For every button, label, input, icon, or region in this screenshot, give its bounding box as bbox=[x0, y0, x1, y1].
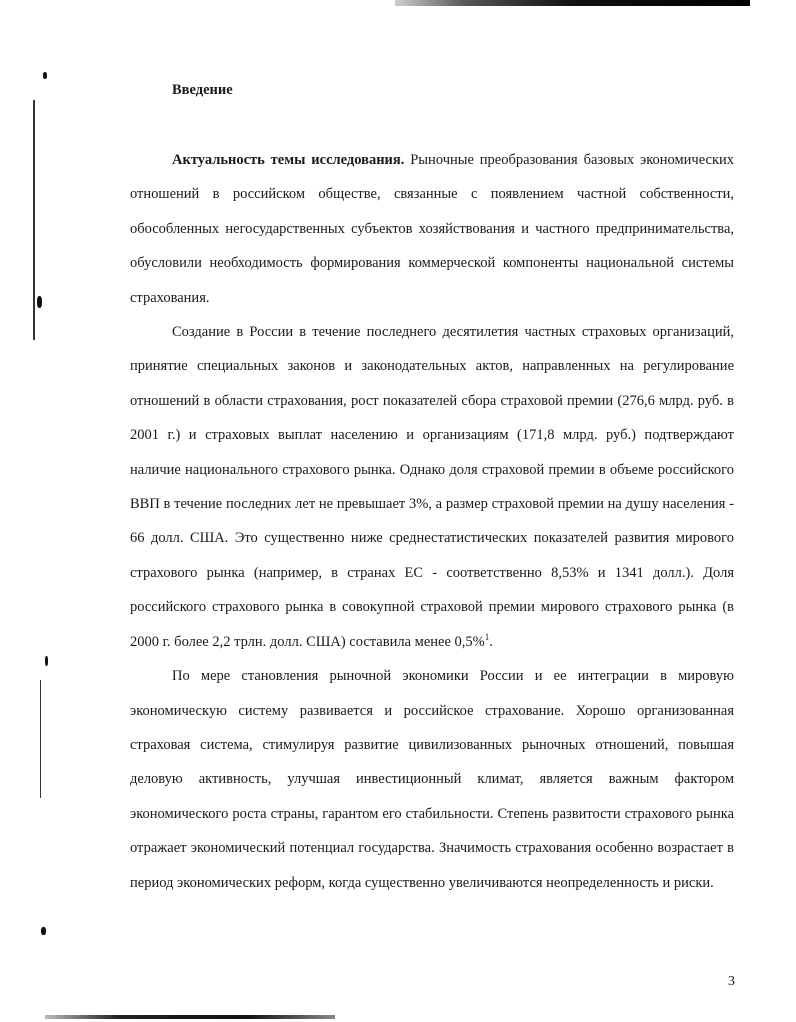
paragraph-relevance bbox=[130, 143, 734, 315]
footnote-ref: 1 bbox=[484, 631, 490, 642]
margin-rule-lower bbox=[40, 680, 41, 798]
margin-rule-upper bbox=[33, 100, 35, 340]
scan-speck-3 bbox=[45, 656, 48, 666]
scan-speck-4 bbox=[41, 927, 46, 935]
page-heading: Введение bbox=[172, 82, 233, 98]
body-text bbox=[130, 143, 734, 900]
page-number: 3 bbox=[728, 974, 735, 989]
paragraph-text: Рыночные преобразования базовых экономических отношений в российском обществе, связанные с появлением частной собственности, обособленных негосударственных субъектов хозяйствования и частного предпринимательства, обусловили необходимость формирования коммерческой компоненты национальной системы страхования. bbox=[130, 152, 734, 306]
scan-edge-bottom bbox=[45, 1015, 335, 1019]
paragraph-end: . bbox=[489, 633, 493, 650]
paragraph-text: Создание в России в течение последнего десятилетия частных страховых организаций, принятие специальных законов и законодательных актов, направленных на регулирование отношений в области страхования, рост показателей сбора страховой премии (276,6 млрд. руб. в 2001 г.) и страховых выплат населению и организациям (171,8 млрд. руб.) подтверждают наличие национального страхового рынка. Однако доля страховой премии в объеме российского ВВП в течение последних лет не превышает 3%, а размер страховой премии на душу населения - 66 долл. США. Это существенно ниже среднестатистических показателей развития мирового страхового рынка (например, в странах ЕС - соответственно 8,53% и 1341 долл.). Доля российского страхового рынка в совокупной страховой премии мирового страхового рынка (в 2000 г. более 2,2 трлн. долл. США) составила менее 0,5% bbox=[130, 324, 734, 650]
paragraph-market bbox=[130, 315, 734, 659]
scan-edge-top bbox=[395, 0, 750, 6]
paragraph-development bbox=[130, 659, 734, 900]
scan-speck-2 bbox=[37, 296, 42, 308]
scan-speck-1 bbox=[43, 72, 47, 79]
paragraph-lead: Актуальность темы исследования. bbox=[172, 152, 405, 168]
paragraph-text: По мере становления рыночной экономики России и ее интеграции в мировую экономическую систему развивается и российское страхование. Хорошо организованная страховая система, стимулируя развитие цивилизованных рыночных отношений, повышая деловую активность, улучшая инвестиционный климат, является важным фактором экономического роста страны, гарантом его стабильности. Степень развитости страхового рынка отражает экономический потенциал государства. Значимость страхования особенно возрастает в период экономических реформ, когда существенно увеличиваются неопределенность и риски. bbox=[130, 668, 734, 891]
